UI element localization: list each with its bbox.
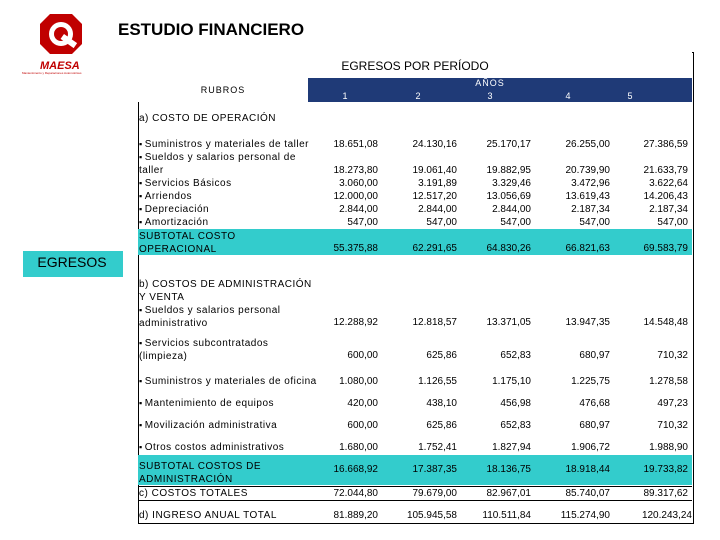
subtotal-label: SUBTOTAL COSTO [139, 231, 236, 242]
total-value: 82.967,01 [486, 488, 531, 499]
cell-value: 13.056,69 [486, 191, 531, 202]
cell-value: 420,00 [347, 398, 378, 409]
cell-value: 3.472,96 [571, 178, 610, 189]
row-label: ▪ Sueldos y salarios personal [139, 304, 281, 317]
row-label: ▪ Servicios Básicos [139, 177, 232, 190]
cell-value: 2.187,34 [649, 204, 688, 215]
cell-value: 1.126,55 [418, 376, 457, 387]
row-label: ▪ Suministros y materiales de oficina [139, 375, 317, 388]
total-label: d) INGRESO ANUAL TOTAL [139, 510, 277, 521]
cell-value: 3.622,64 [649, 178, 688, 189]
cell-value: 547,00 [426, 217, 457, 228]
cell-value: 25.170,17 [486, 139, 531, 150]
subtotal-value: 16.668,92 [333, 464, 378, 475]
cell-value: 680,97 [579, 420, 610, 431]
subtotal-label-cont: ADMINISTRACIÓN [139, 474, 233, 485]
subtotal-value: 69.583,79 [643, 243, 688, 254]
cell-value: 2.187,34 [571, 204, 610, 215]
row-label: ▪ Sueldos y salarios personal de [139, 151, 296, 164]
egresos-label: EGRESOS [37, 254, 107, 270]
row-label: ▪ Arriendos [139, 190, 192, 203]
cell-value: 710,32 [657, 420, 688, 431]
row-label: ▪ Suministros y materiales de taller [139, 138, 309, 151]
subtotal-value: 17.387,35 [412, 464, 457, 475]
cell-value: 26.255,00 [565, 139, 610, 150]
year-header: 3 [487, 91, 493, 101]
cell-value: 13.947,35 [565, 317, 610, 328]
section-heading: a) COSTO DE OPERACIÓN [139, 113, 277, 124]
cell-value: 18.651,08 [333, 139, 378, 150]
total-value: 72.044,80 [333, 488, 378, 499]
cell-value: 600,00 [347, 350, 378, 361]
row-label-cont: administrativo [139, 318, 208, 329]
cell-value: 3.329,46 [492, 178, 531, 189]
total-value: 79.679,00 [412, 488, 457, 499]
cell-value: 1.680,00 [339, 442, 378, 453]
row-label: ▪ Movilización administrativa [139, 419, 277, 432]
cell-value: 1.988,90 [649, 442, 688, 453]
row-label: ▪ Depreciación [139, 203, 209, 216]
cell-value: 24.130,16 [412, 139, 457, 150]
cell-value: 1.278,58 [649, 376, 688, 387]
cell-value: 1.827,94 [492, 442, 531, 453]
cell-value: 476,68 [579, 398, 610, 409]
cell-value: 652,83 [500, 350, 531, 361]
cell-value: 625,86 [426, 350, 457, 361]
total-label: c) COSTOS TOTALES [139, 488, 248, 499]
cell-value: 19.061,40 [412, 165, 457, 176]
cell-value: 547,00 [657, 217, 688, 228]
subtotal-value: 18.136,75 [486, 464, 531, 475]
cell-value: 12.818,57 [412, 317, 457, 328]
total-value: 81.889,20 [333, 510, 378, 521]
cell-value: 3.060,00 [339, 178, 378, 189]
cell-value: 19.882,95 [486, 165, 531, 176]
row-label: ▪ Otros costos administrativos [139, 441, 284, 454]
cell-value: 652,83 [500, 420, 531, 431]
year-header: 4 [565, 91, 571, 101]
cell-value: 13.371,05 [486, 317, 531, 328]
cell-value: 625,86 [426, 420, 457, 431]
subtotal-value: 19.733,82 [643, 464, 688, 475]
cell-value: 497,23 [657, 398, 688, 409]
cell-value: 1.906,72 [571, 442, 610, 453]
cell-value: 1.752,41 [418, 442, 457, 453]
year-header: 5 [627, 91, 633, 101]
cell-value: 12.000,00 [333, 191, 378, 202]
row-label: ▪ Amortización [139, 216, 209, 229]
cell-value: 12.517,20 [412, 191, 457, 202]
cell-value: 438,10 [426, 398, 457, 409]
cell-value: 547,00 [579, 217, 610, 228]
subtotal-value: 55.375,88 [333, 243, 378, 254]
row-label: ▪ Servicios subcontratados [139, 337, 268, 350]
total-value: 89.317,62 [643, 488, 688, 499]
total-value: 120.243,24 [641, 510, 692, 521]
page-title: ESTUDIO FINANCIERO [118, 20, 305, 39]
year-header: 2 [415, 91, 421, 101]
cell-value: 547,00 [500, 217, 531, 228]
section-heading: b) COSTOS DE ADMINISTRACIÓN [139, 279, 312, 290]
cell-value: 27.386,59 [643, 139, 688, 150]
row-divider [138, 500, 692, 501]
cell-value: 1.175,10 [492, 376, 531, 387]
cell-value: 547,00 [347, 217, 378, 228]
total-value: 115.274,90 [560, 510, 610, 521]
cell-value: 14.206,43 [643, 191, 688, 202]
cell-value: 14.548,48 [643, 317, 688, 328]
cell-value: 1.225,75 [571, 376, 610, 387]
cell-value: 710,32 [657, 350, 688, 361]
subtotal-label-cont: OPERACIONAL [139, 244, 217, 255]
cell-value: 1.080,00 [339, 376, 378, 387]
cell-value: 21.633,79 [643, 165, 688, 176]
cell-value: 600,00 [347, 420, 378, 431]
cell-value: 18.273,80 [333, 165, 378, 176]
subtotal-value: 62.291,65 [412, 243, 457, 254]
subtotal-label: SUBTOTAL COSTOS DE [139, 461, 261, 472]
row-label-cont: taller [139, 165, 164, 176]
cell-value: 3.191,89 [418, 178, 457, 189]
total-value: 105.945,58 [406, 510, 457, 521]
year-header: 1 [342, 91, 348, 101]
logo-tagline: Mantenimiento y Reparaciones Automotrices [22, 71, 82, 75]
logo-name: MAESA [40, 60, 80, 72]
cell-value: 12.288,92 [333, 317, 378, 328]
cell-value: 2.844,00 [492, 204, 531, 215]
cell-value: 456,98 [500, 398, 531, 409]
section-heading-cont: Y VENTA [139, 292, 185, 303]
cell-value: 2.844,00 [339, 204, 378, 215]
total-value: 110.511,84 [482, 510, 531, 521]
table-heading: EGRESOS POR PERÍODO [341, 59, 489, 73]
total-value: 85.740,07 [565, 488, 610, 499]
rubros-header: RUBROS [200, 85, 246, 95]
cell-value: 2.844,00 [418, 204, 457, 215]
subtotal-value: 18.918,44 [565, 464, 610, 475]
row-label-cont: (limpieza) [139, 351, 188, 362]
cell-value: 13.619,43 [565, 191, 610, 202]
row-label: ▪ Mantenimiento de equipos [139, 397, 274, 410]
subtotal-value: 64.830,26 [486, 243, 531, 254]
subtotal-value: 66.821,63 [565, 243, 610, 254]
cell-value: 680,97 [579, 350, 610, 361]
cell-value: 20.739,90 [565, 165, 610, 176]
anos-header: AÑOS [475, 78, 505, 88]
